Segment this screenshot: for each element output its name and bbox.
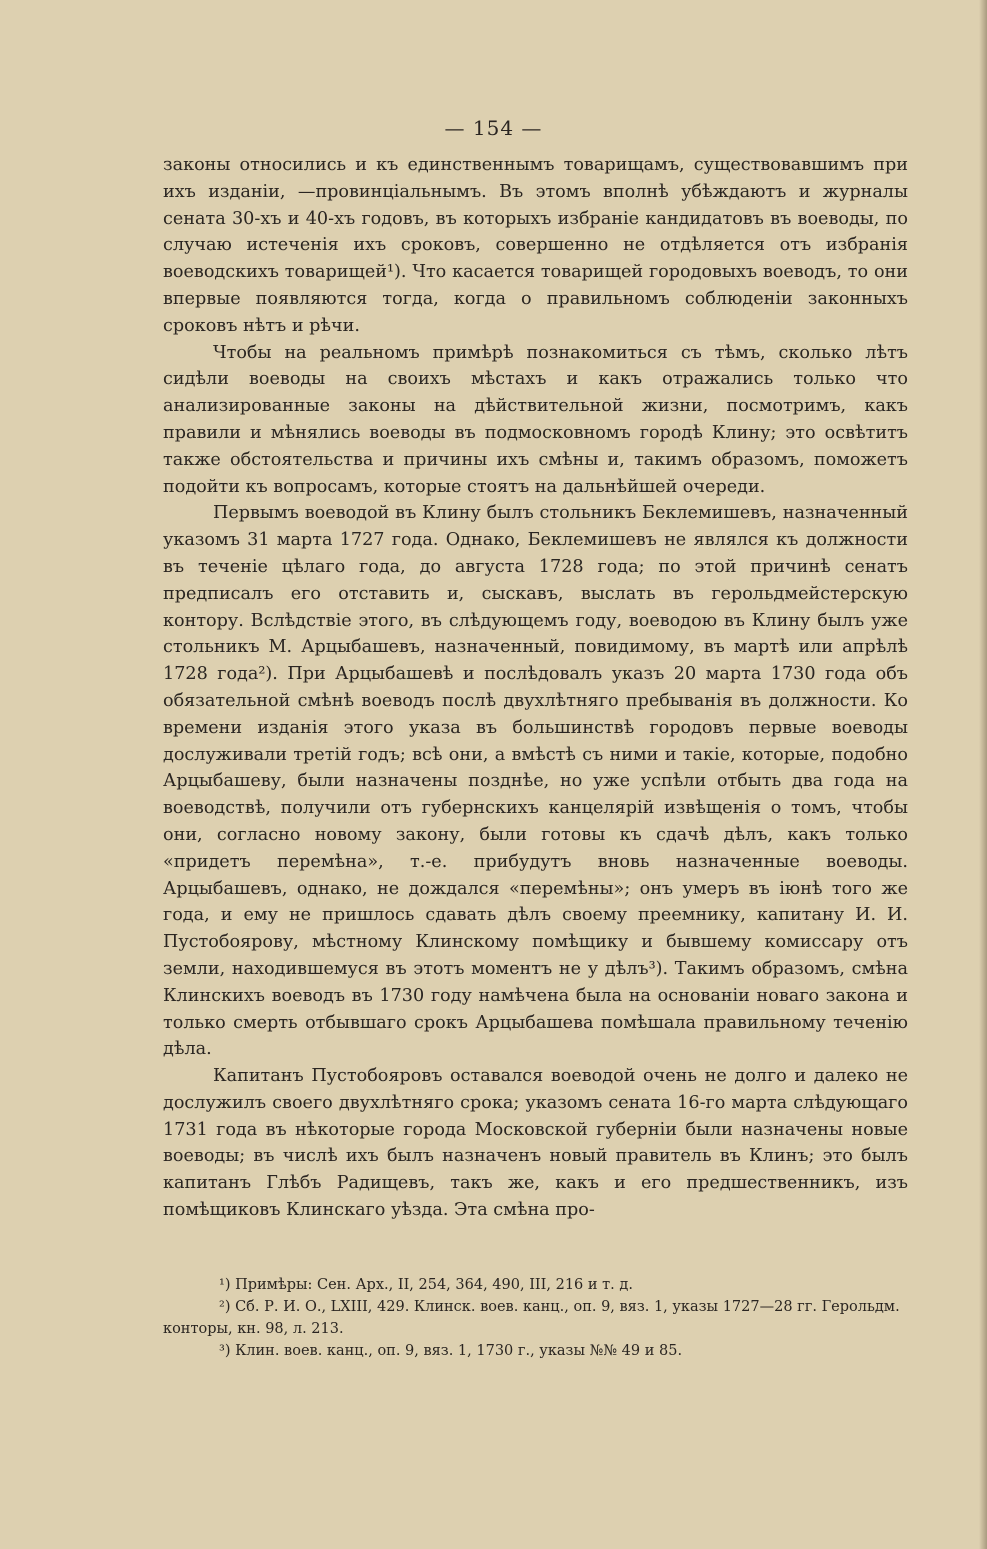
- paragraph-1: законы относились и къ единственнымъ товарищамъ, существовавшимъ при ихъ изданіи, —провинціальнымъ. Въ этомъ вполнѣ убѣждаютъ и журналы сената 30-хъ и 40-хъ годовъ, въ которыхъ избраніе кандидатовъ въ воеводы, по случаю истеченія ихъ сроковъ, совершенно не отдѣляется отъ избранія воеводскихъ товарищей¹). Что касается товарищей городовыхъ воеводъ, то они впервые появляются тогда, когда о правильномъ соблюденіи законныхъ сроковъ нѣтъ и рѣчи.: [163, 155, 908, 336]
- footnote-3: ³) Клин. воев. канц., оп. 9, вяз. 1, 1730 г., указы №№ 49 и 85.: [219, 1343, 683, 1359]
- footnotes: [163, 1274, 908, 1362]
- footnote-2: ²) Сб. Р. И. О., LXIII, 429. Клинск. воев. канц., оп. 9, вяз. 1, указы 1727—28 гг. Герольдм. конторы, кн. 98, л. 213.: [163, 1299, 900, 1337]
- page-number: — 154 —: [444, 116, 543, 140]
- footnote-1: ¹) Примѣры: Сен. Арх., II, 254, 364, 490, III, 216 и т. д.: [219, 1277, 633, 1293]
- paragraph-3: Первымъ воеводой въ Клину былъ стольникъ Беклемишевъ, назначенный указомъ 31 марта 1727 года. Однако, Беклемишевъ не являлся къ должности въ теченіе цѣлаго года, до августа 1728 года; по этой причинѣ сенатъ предписалъ его отставить и, сыскавъ, выслать въ герольдмейстерскую контору. Вслѣдствіе этого, въ слѣдующемъ году, воеводою въ Клину былъ уже стольникъ М. Арцыбашевъ, назначенный, повидимому, въ мартѣ или апрѣлѣ 1728 года²). При Арцыбашевѣ и послѣдовалъ указъ 20 марта 1730 года объ обязательной смѣнѣ воеводъ послѣ двухлѣтняго пребыванія въ должности. Ко времени изданія этого указа въ большинствѣ городовъ первые воеводы дослуживали третій годъ; всѣ они, а вмѣстѣ съ ними и такіе, которые, подобно Арцыбашеву, были назначены позднѣе, но уже успѣли отбыть два года на воеводствѣ, получили отъ губернскихъ канцелярій извѣщенія о томъ, чтобы они, согласно новому закону, были готовы къ сдачѣ дѣлъ, какъ только «придетъ перемѣна», т.-е. прибудутъ вновь назначенные воеводы. Арцыбашевъ, однако, не дождался «перемѣны»; онъ умеръ въ іюнѣ того же года, и ему не пришлось сдавать дѣлъ своему преемнику, капитану И. И. Пустобоярову, мѣстному Клинскому помѣщику и бывшему комиссару отъ земли, находившемуся въ этотъ моментъ не у дѣлъ³). Такимъ образомъ, смѣна Клинскихъ воеводъ въ 1730 году намѣчена была на основаніи новаго закона и только смерть отбывшаго срокъ Арцыбашева помѣшала правильному теченію дѣла.: [163, 503, 908, 1060]
- page-edge-shadow: [979, 0, 987, 1549]
- body-text: [163, 152, 908, 1224]
- paragraph-4: Капитанъ Пустобояровъ оставался воеводой очень не долго и далеко не дослужилъ своего двухлѣтняго срока; указомъ сената 16-го марта слѣдующаго 1731 года въ нѣкоторые города Московской губерніи были назначены новые воеводы; въ числѣ ихъ былъ назначенъ новый правитель въ Клинъ; это былъ капитанъ Глѣбъ Радищевъ, такъ же, какъ и его предшественникъ, изъ помѣщиковъ Клинскаго уѣзда. Эта смѣна про-: [163, 1066, 908, 1221]
- paragraph-2: Чтобы на реальномъ примѣрѣ познакомиться съ тѣмъ, сколько лѣтъ сидѣли воеводы на своихъ мѣстахъ и какъ отражались только что анализированные законы на дѣйствительной жизни, посмотримъ, какъ правили и мѣнялись воеводы въ подмосковномъ городѣ Клину; это освѣтитъ также обстоятельства и причины ихъ смѣны и, такимъ образомъ, поможетъ подойти къ вопросамъ, которые стоятъ на дальнѣйшей очереди.: [163, 342, 908, 497]
